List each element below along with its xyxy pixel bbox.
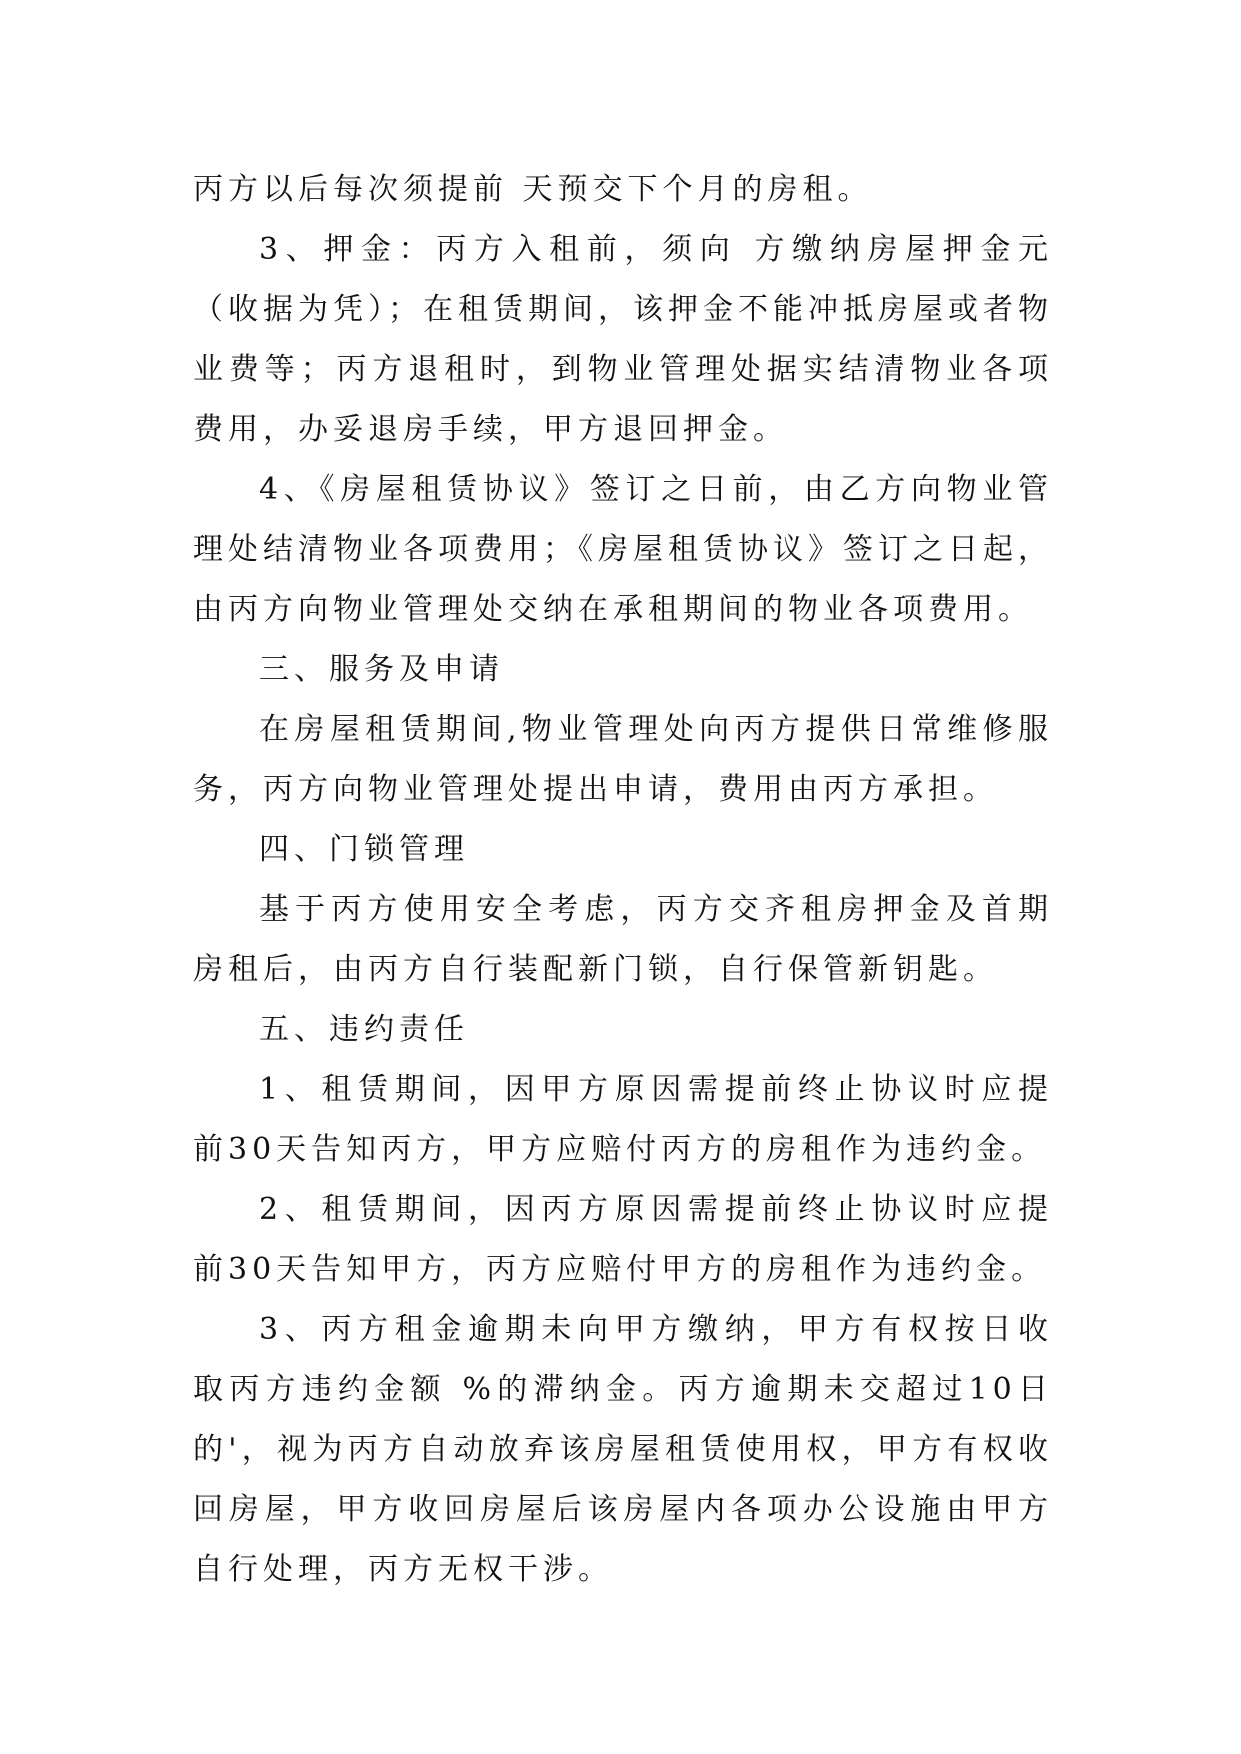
document-page — [193, 160, 1053, 1600]
paragraph-4: 在房屋租赁期间,物业管理处向丙方提供日常维修服务，丙方向物业管理处提出申请，费用由丙方承担。 — [193, 712, 1053, 807]
section-heading-4: 四、门锁管理 — [259, 832, 469, 867]
paragraph-8: 3、丙方租金逾期未向甲方缴纳，甲方有权按日收取丙方违约金额 %的滞纳金。丙方逾期未交超过10日的'，视为丙方自动放弃该房屋租赁使用权，甲方有权收回房屋，甲方收回房屋后该房屋内各项办公设施由甲方自行处理，丙方无权干涉。 — [193, 1312, 1053, 1587]
section-heading-5: 五、违约责任 — [259, 1012, 469, 1047]
paragraph-1: 丙方以后每次须提前 天预交下个月的房租。 — [193, 172, 873, 207]
paragraph-5: 基于丙方使用安全考虑，丙方交齐租房押金及首期房租后，由丙方自行装配新门锁，自行保管新钥匙。 — [193, 892, 1053, 987]
paragraph-7: 2、租赁期间，因丙方原因需提前终止协议时应提前30天告知甲方，丙方应赔付甲方的房租作为违约金。 — [193, 1192, 1053, 1287]
paragraph-2: 3、押金：丙方入租前，须向 方缴纳房屋押金元（收据为凭）；在租赁期间，该押金不能冲抵房屋或者物业费等；丙方退租时，到物业管理处据实结清物业各项费用，办妥退房手续，甲方退回押金。 — [193, 232, 1053, 447]
paragraph-3: 4、《房屋租赁协议》签订之日前，由乙方向物业管理处结清物业各项费用；《房屋租赁协议》签订之日起，由丙方向物业管理处交纳在承租期间的物业各项费用。 — [193, 472, 1053, 627]
paragraph-6: 1、租赁期间，因甲方原因需提前终止协议时应提前30天告知丙方，甲方应赔付丙方的房租作为违约金。 — [193, 1072, 1053, 1167]
section-heading-3: 三、服务及申请 — [259, 652, 504, 687]
